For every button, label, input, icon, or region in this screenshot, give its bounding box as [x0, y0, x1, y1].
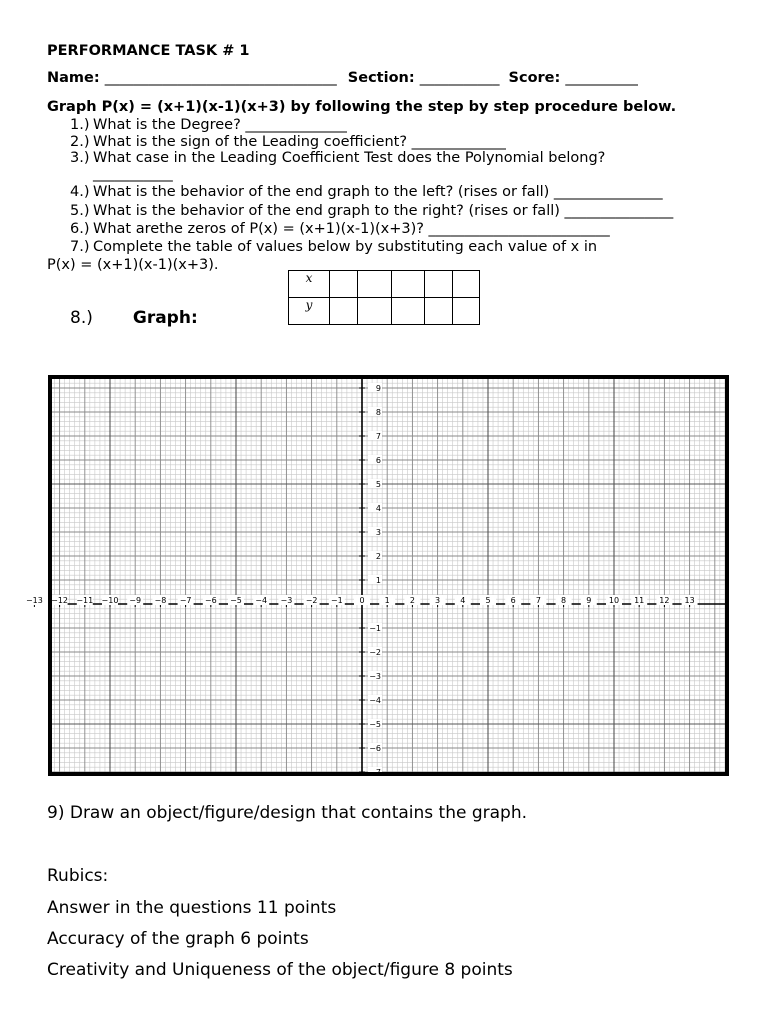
- x-tick-label: −5: [230, 596, 242, 605]
- y-tick-label: −5: [369, 720, 381, 729]
- table-row: [289, 271, 480, 298]
- question-3-blank: [70, 166, 173, 182]
- question-3: [70, 150, 605, 166]
- y-label-cell: y: [289, 298, 330, 325]
- question-6: [70, 221, 610, 237]
- question-text: What is the sign of the Leading coefficient? _____________: [93, 134, 506, 150]
- y-tick-label: −4: [369, 696, 381, 705]
- coordinate-grid[interactable]: [25, 375, 729, 777]
- y-tick-label: 8: [375, 408, 381, 417]
- x-tick-label: −10: [101, 596, 119, 605]
- y-tick-label: −2: [369, 648, 381, 657]
- x-tick-label: −13: [25, 596, 43, 605]
- score-blank: __________: [565, 70, 638, 86]
- x-tick-label: 13: [684, 596, 695, 605]
- question-number: 2.): [70, 134, 90, 150]
- step-8: [70, 308, 198, 328]
- y-tick-label: 1: [375, 576, 381, 585]
- x-tick-label: −12: [51, 596, 69, 605]
- question-number: 6.): [70, 221, 90, 237]
- question-text: What is the behavior of the end graph to the right? (rises or fall) _______________: [93, 203, 674, 219]
- score-label: Score:: [508, 70, 561, 86]
- x-tick-label: 12: [659, 596, 670, 605]
- y-tick-label: −6: [369, 744, 381, 753]
- question-number: 5.): [70, 203, 90, 219]
- question-text: What is the behavior of the end graph to the left? (rises or fall) _______________: [93, 184, 663, 200]
- x-tick-label: 8: [561, 596, 567, 605]
- x-tick-label: 0: [359, 596, 365, 605]
- name-label: Name:: [47, 70, 100, 86]
- table-cell[interactable]: [453, 271, 480, 298]
- x-tick-label: 3: [435, 596, 441, 605]
- section-blank: ___________: [419, 70, 500, 86]
- x-tick-label: 11: [634, 596, 645, 605]
- y-tick-label: −3: [369, 672, 381, 681]
- question-text: What is the Degree? ______________: [93, 117, 347, 133]
- x-tick-label: 4: [460, 596, 466, 605]
- x-tick-label: −2: [305, 596, 318, 605]
- question-7: [70, 239, 597, 255]
- rubric-item: Creativity and Uniqueness of the object/figure 8 points: [47, 960, 513, 980]
- table-cell[interactable]: [425, 271, 453, 298]
- question-number: 1.): [70, 117, 90, 133]
- x-tick-label: −11: [76, 596, 94, 605]
- question-4: [70, 184, 663, 200]
- step-number: 8.): [70, 308, 93, 328]
- x-tick-label: −8: [154, 596, 167, 605]
- table-cell[interactable]: [453, 298, 480, 325]
- table-cell[interactable]: [392, 271, 425, 298]
- x-tick-label: 6: [510, 596, 516, 605]
- x-tick-label: 1: [384, 596, 390, 605]
- y-tick-label: 4: [375, 504, 381, 513]
- instruction: Graph P(x) = (x+1)(x-1)(x+3) by following the step by step procedure below.: [47, 99, 677, 115]
- question-text: What arethe zeros of P(x) = (x+1)(x-1)(x+3)? _________________________: [93, 221, 610, 237]
- x-tick-label: 7: [535, 596, 541, 605]
- question-number: 3.): [70, 150, 90, 166]
- question-number: 4.): [70, 184, 90, 200]
- x-tick-label: 10: [608, 596, 620, 605]
- y-tick-label: −7: [369, 768, 381, 777]
- table-cell[interactable]: [425, 298, 453, 325]
- x-tick-label: −9: [129, 596, 142, 605]
- step-label: Graph:: [132, 308, 198, 328]
- y-tick-label: 2: [375, 552, 381, 561]
- table-cell[interactable]: [358, 298, 392, 325]
- step-9: 9) Draw an object/figure/design that contains the graph.: [47, 803, 528, 823]
- y-tick-label: 9: [375, 384, 381, 393]
- x-tick-label: 2: [409, 596, 415, 605]
- x-tick-label: −3: [280, 596, 293, 605]
- y-tick-label: −1: [369, 624, 381, 633]
- x-tick-label: −7: [179, 596, 192, 605]
- table-cell[interactable]: [330, 298, 358, 325]
- x-tick-label: −4: [255, 596, 268, 605]
- question-text: ___________: [93, 166, 173, 182]
- question-number: 7.): [70, 239, 90, 255]
- y-tick-label: 3: [375, 528, 381, 537]
- table-cell[interactable]: [358, 271, 392, 298]
- rubric-item: Accuracy of the graph 6 points: [47, 929, 309, 949]
- table-row: [289, 298, 480, 325]
- x-tick-label: 9: [586, 596, 592, 605]
- y-tick-label: 5: [375, 480, 381, 489]
- table-cell[interactable]: [330, 271, 358, 298]
- x-tick-label: −1: [330, 596, 343, 605]
- table-cell[interactable]: [392, 298, 425, 325]
- x-tick-label: 5: [485, 596, 491, 605]
- header-fields: [47, 70, 638, 86]
- y-tick-label: 7: [375, 432, 381, 441]
- question-text: Complete the table of values below by substituting each value of x in: [93, 239, 598, 255]
- page-title: PERFORMANCE TASK # 1: [47, 43, 250, 59]
- polynomial-line: P(x) = (x+1)(x-1)(x+3).: [47, 257, 219, 273]
- section-label: Section:: [347, 70, 415, 86]
- graph-paper[interactable]: [25, 375, 729, 777]
- rubric-item: Answer in the questions 11 points: [47, 898, 337, 918]
- question-1: [70, 117, 347, 133]
- x-tick-label: −6: [204, 596, 217, 605]
- question-5: [70, 203, 673, 219]
- question-text: What case in the Leading Coefficient Test does the Polynomial belong?: [93, 150, 606, 166]
- y-tick-label: 6: [375, 456, 381, 465]
- name-blank: ________________________________: [104, 70, 337, 86]
- rubrics-title: Rubics:: [47, 866, 109, 886]
- x-label-cell: x: [289, 271, 330, 298]
- question-2: [70, 134, 506, 150]
- table-of-values: [288, 270, 480, 325]
